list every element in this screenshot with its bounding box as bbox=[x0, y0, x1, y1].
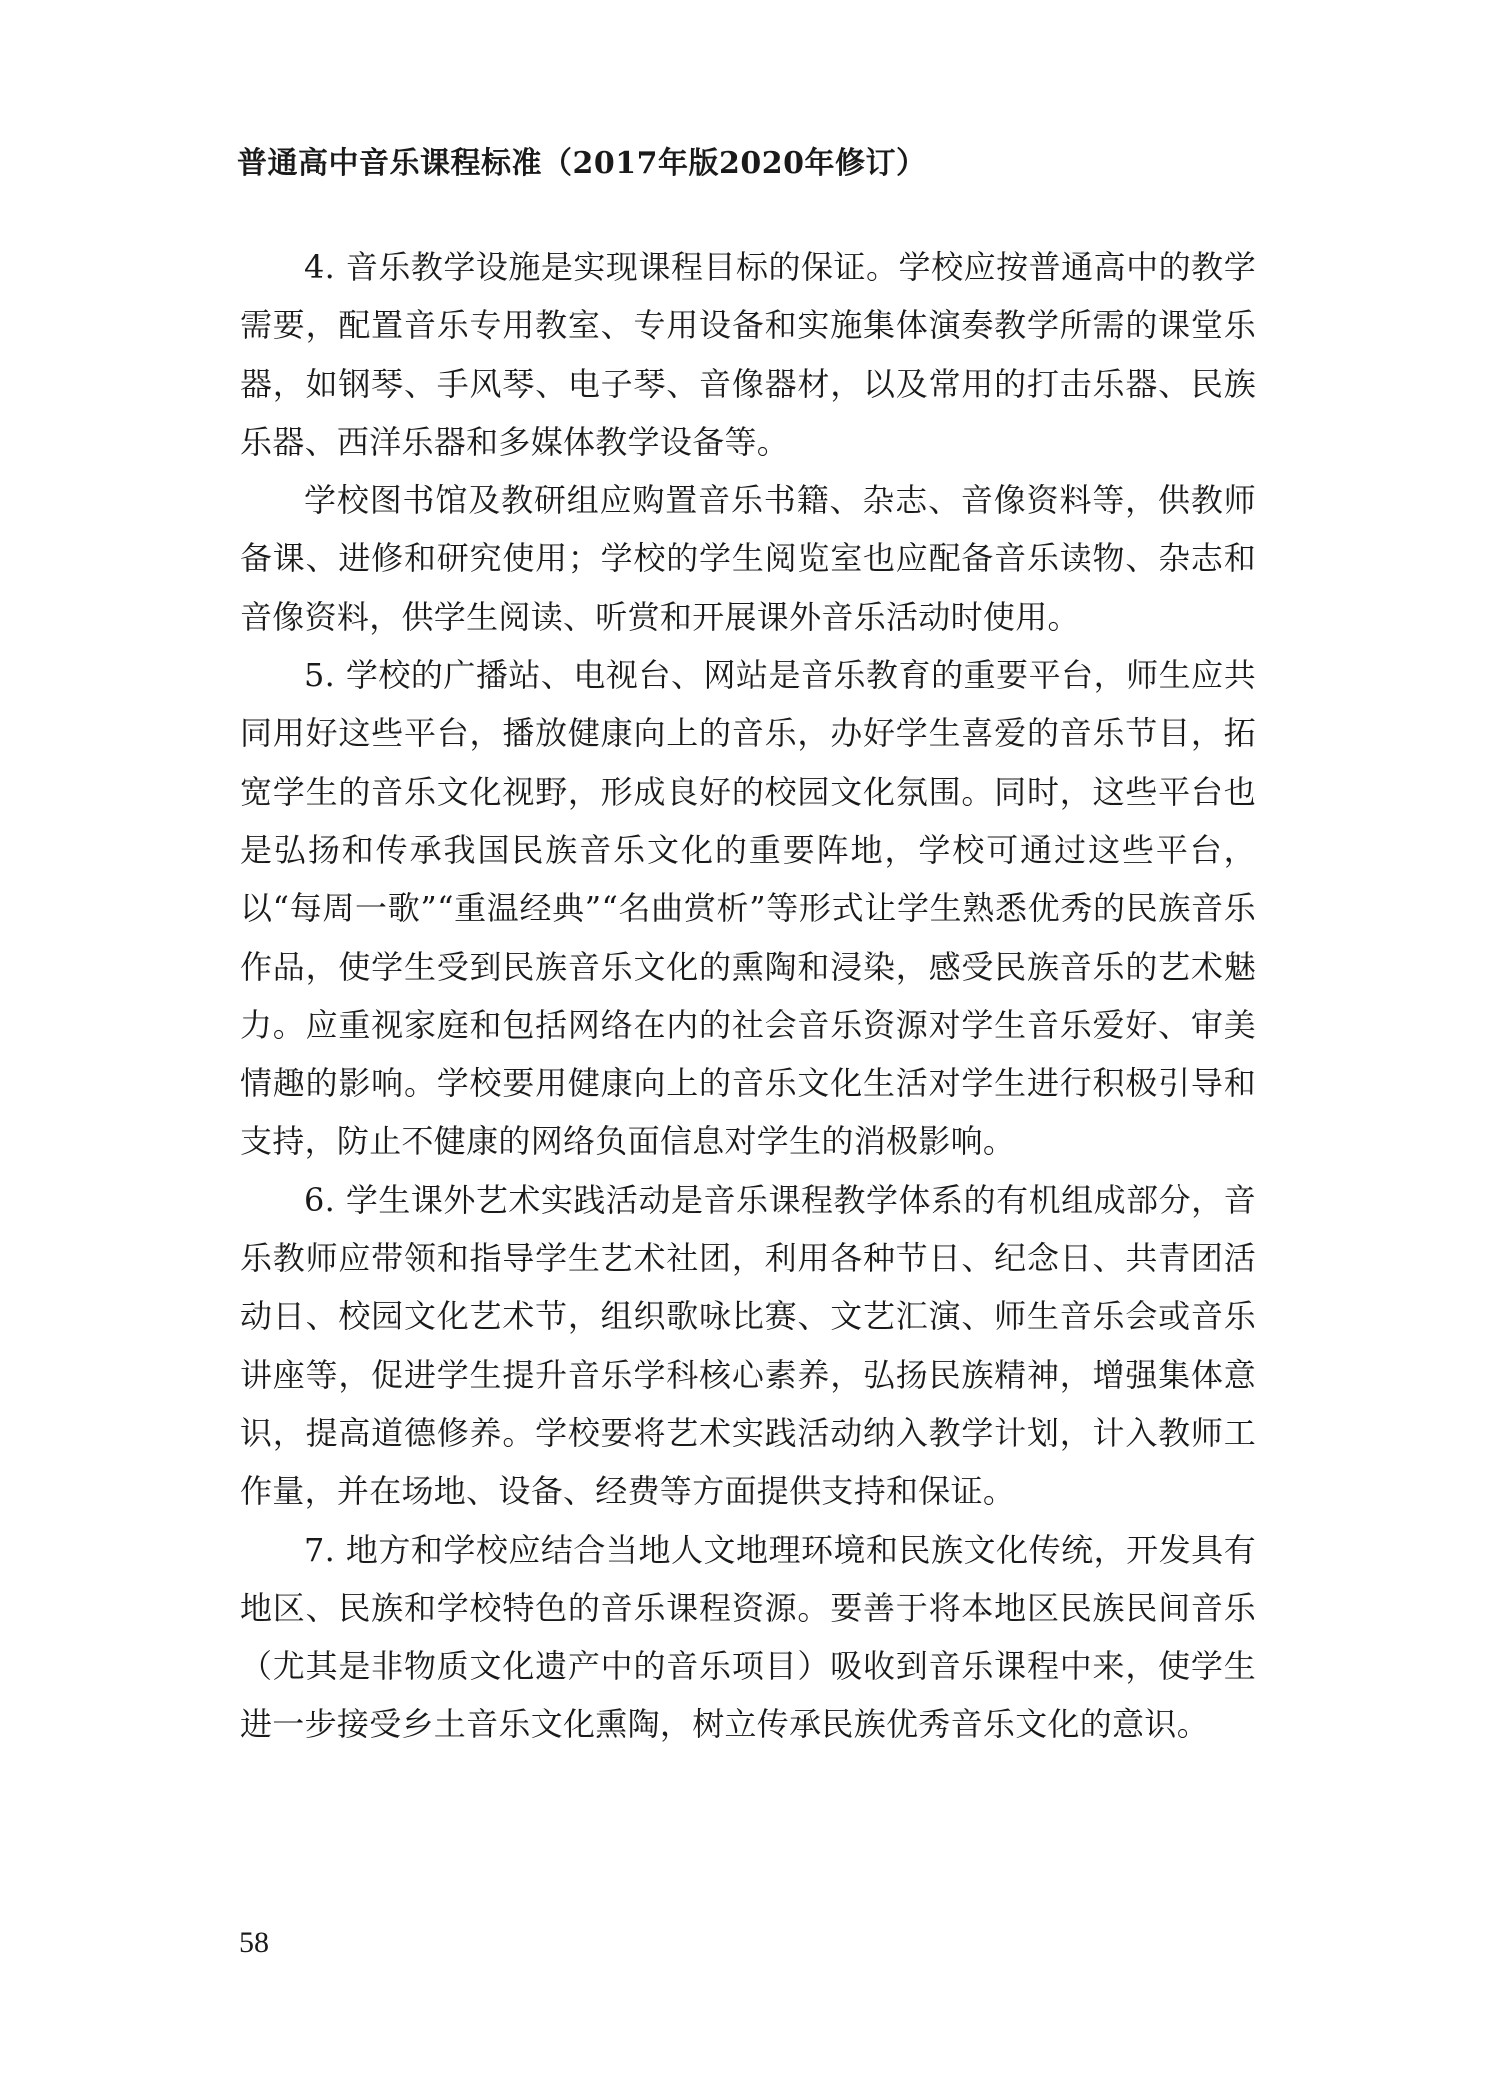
paragraph-item-5: 5. 学校的广播站、电视台、网站是音乐教育的重要平台，师生应共同用好这些平台，播放健康向上的音乐，办好学生喜爱的音乐节目，拓宽学生的音乐文化视野，形成良好的校园文化氛围。同时，这些平台也是弘扬和传承我国民族音乐文化的重要阵地，学校可通过这些平台，以“每周一歌”“重温经典”“名曲赏析”等形式让学生熟悉优秀的民族音乐作品，使学生受到民族音乐文化的熏陶和浸染，感受民族音乐的艺术魅力。应重视家庭和包括网络在内的社会音乐资源对学生音乐爱好、审美情趣的影响。学校要用健康向上的音乐文化生活对学生进行积极引导和支持，防止不健康的网络负面信息对学生的消极影响。 bbox=[240, 656, 1256, 1161]
paragraph-item-4: 4. 音乐教学设施是实现课程目标的保证。学校应按普通高中的教学需要，配置音乐专用教室、专用设备和实施集体演奏教学所需的课堂乐器，如钢琴、手风琴、电子琴、音像器材，以及常用的打击乐器、民族乐器、西洋乐器和多媒体教学设备等。 bbox=[240, 248, 1256, 461]
paragraph-library: 学校图书馆及教研组应购置音乐书籍、杂志、音像资料等，供教师备课、进修和研究使用；学校的学生阅览室也应配备音乐读物、杂志和音像资料，供学生阅读、听赏和开展课外音乐活动时使用。 bbox=[240, 481, 1256, 636]
running-header: 普通高中音乐课程标准（2017年版2020年修订） bbox=[237, 146, 927, 181]
paragraph-item-7: 7. 地方和学校应结合当地人文地理环境和民族文化传统，开发具有地区、民族和学校特色的音乐课程资源。要善于将本地区民族民间音乐（尤其是非物质文化遗产中的音乐项目）吸收到音乐课程中来，使学生进一步接受乡土音乐文化熏陶，树立传承民族优秀音乐文化的意识。 bbox=[240, 1530, 1256, 1744]
page-number: 58 bbox=[239, 1926, 269, 1959]
paragraph-item-6: 6. 学生课外艺术实践活动是音乐课程教学体系的有机组成部分，音乐教师应带领和指导学生艺术社团，利用各种节日、纪念日、共青团活动日、校园文化艺术节，组织歌咏比赛、文艺汇演、师生音乐会或音乐讲座等，促进学生提升音乐学科核心素养，弘扬民族精神，增强集体意识，提高道德修养。学校要将艺术实践活动纳入教学计划，计入教师工作量，并在场地、设备、经费等方面提供支持和保证。 bbox=[240, 1180, 1256, 1511]
body-text bbox=[240, 238, 1256, 1754]
